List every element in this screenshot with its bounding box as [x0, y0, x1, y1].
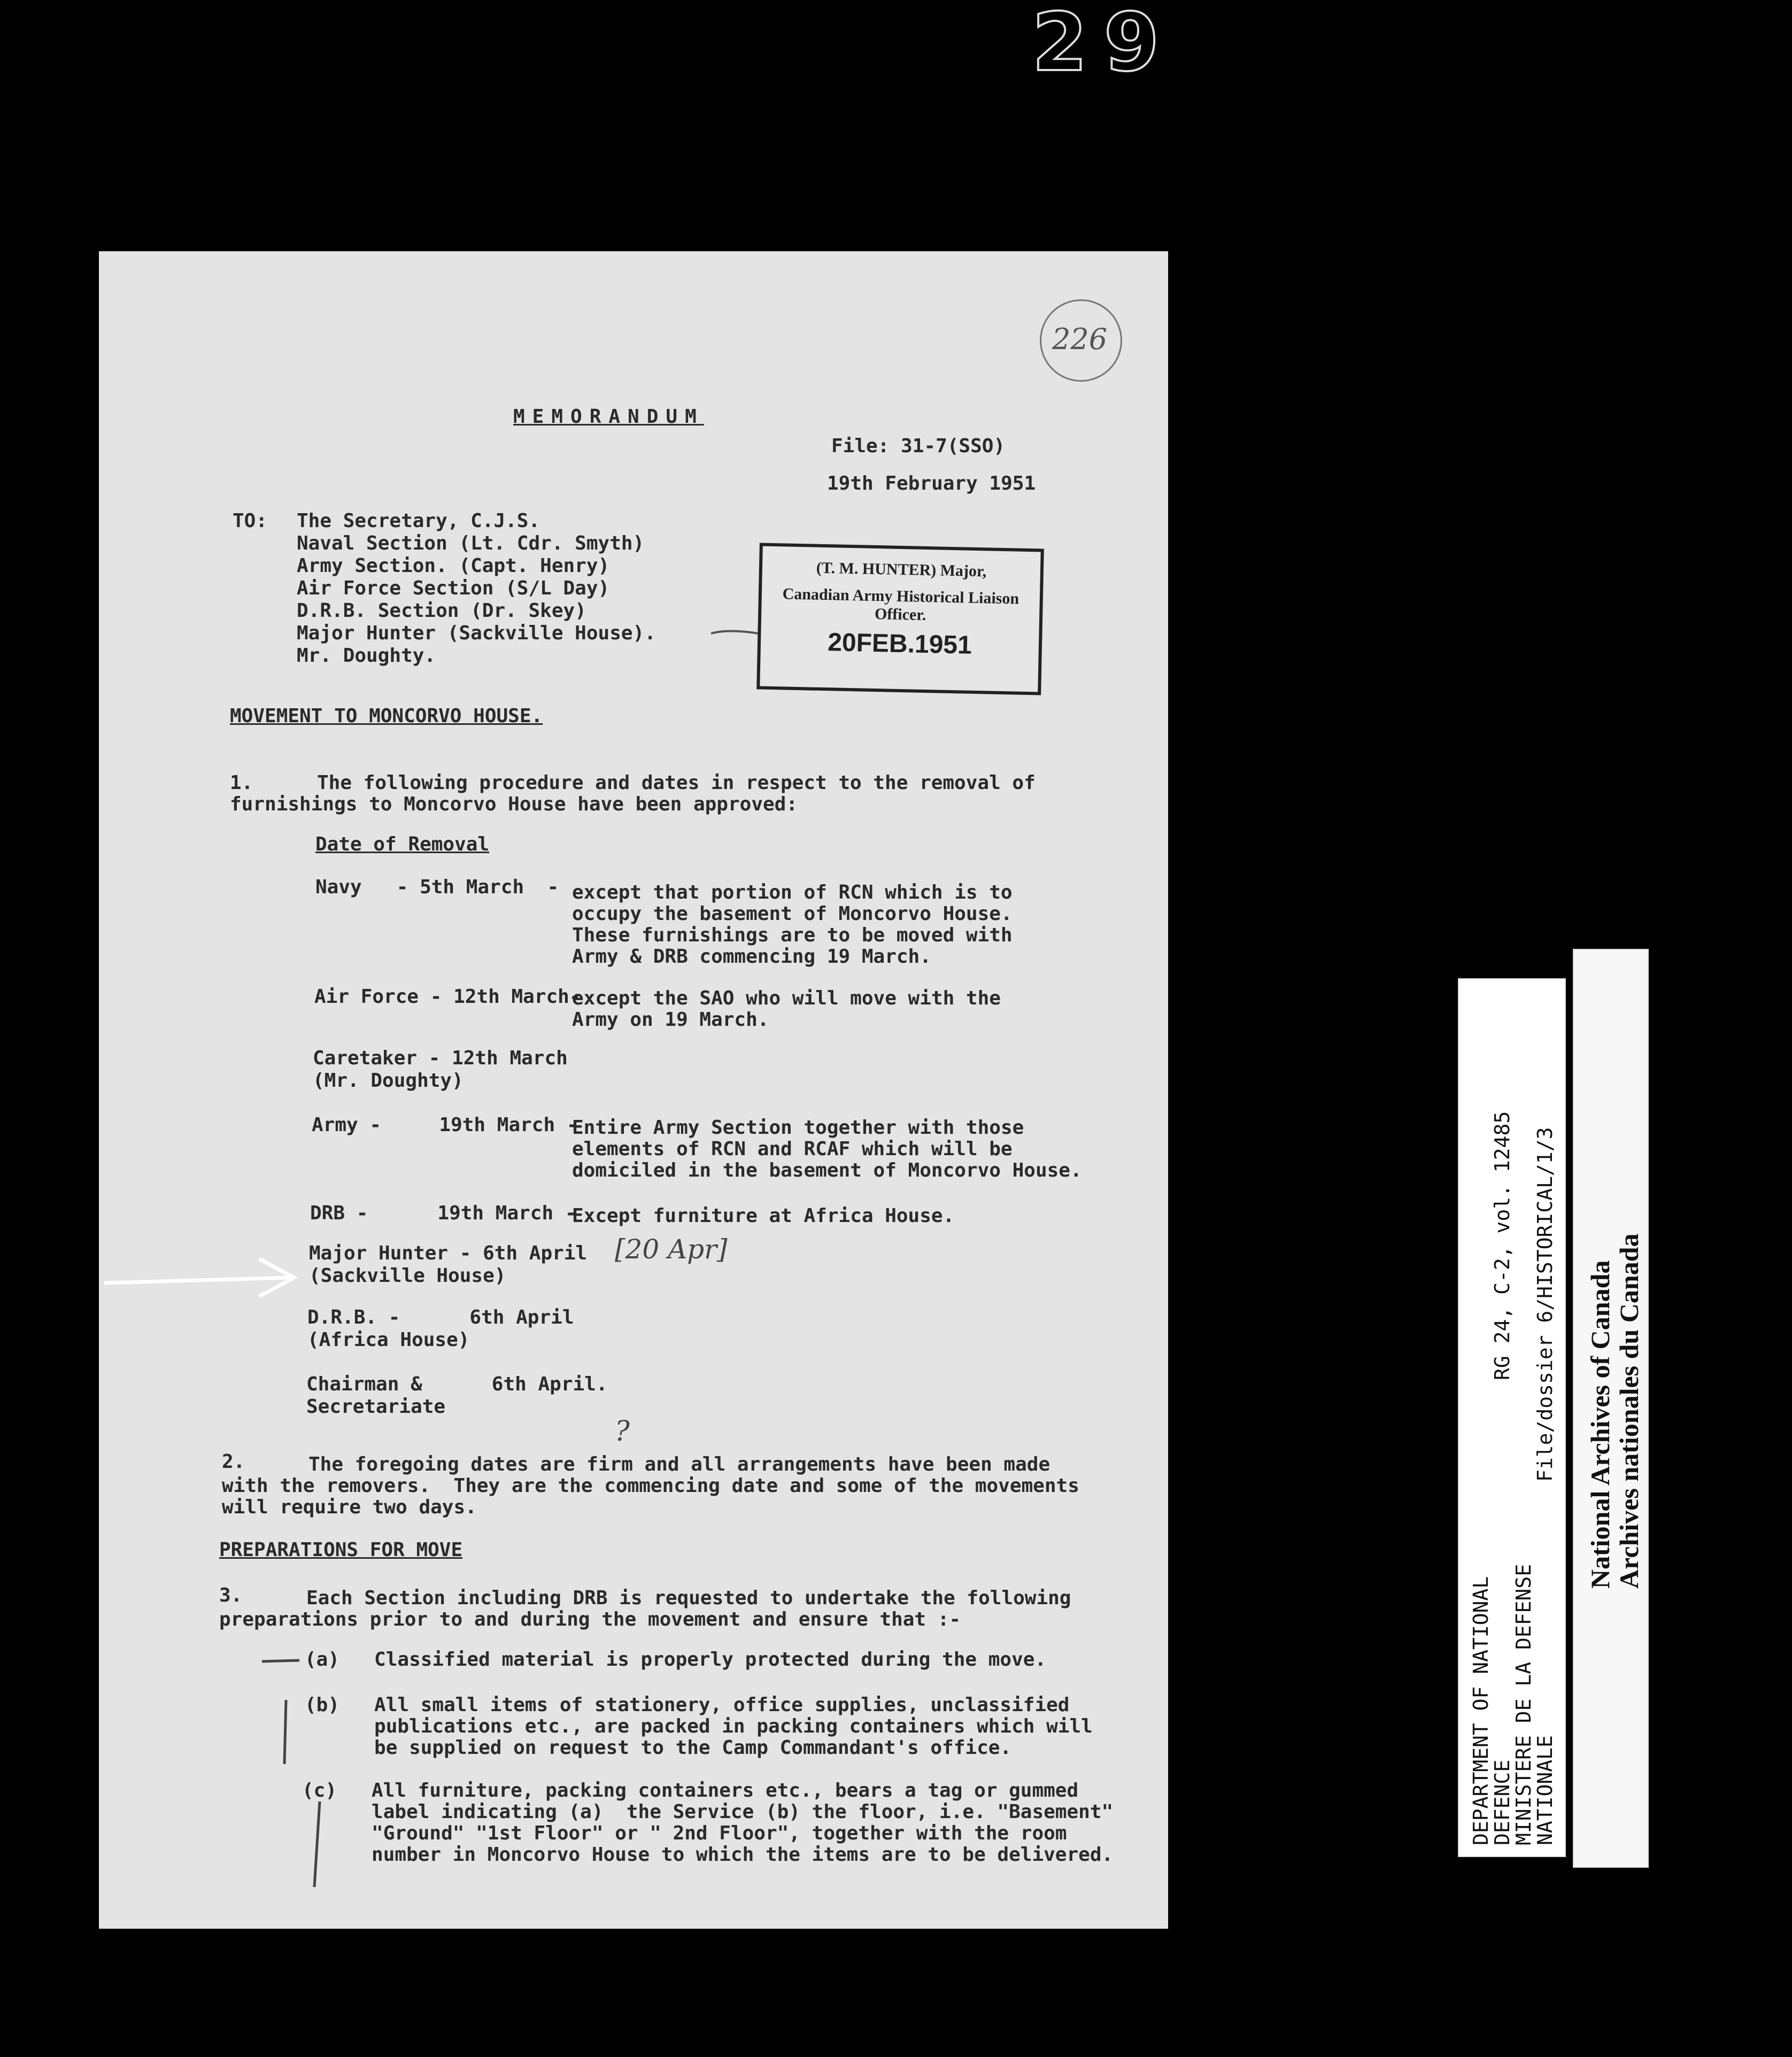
- para3-number: 3.: [219, 1584, 243, 1606]
- recipient: The Secretary, C.J.S.: [297, 510, 540, 532]
- archive-dept-line: DEFENCE: [1490, 1759, 1514, 1845]
- nac-label: [1573, 949, 1649, 1868]
- schedule-drb-note: Except furniture at Africa House.: [572, 1205, 955, 1227]
- para3-text: Each Section including DRB is requested to undertake the following: [306, 1587, 1071, 1609]
- margin-line-mark: [278, 1697, 294, 1767]
- nac-name-en: National Archives of Canada: [1585, 1260, 1615, 1589]
- para2-number: 2.: [222, 1451, 245, 1473]
- archive-reference-label: [1458, 978, 1566, 1857]
- handwritten-query-mark: ?: [615, 1416, 630, 1448]
- schedule-drb-africa: (Africa House): [307, 1329, 470, 1351]
- archive-record-group: RG 24, C-2, vol. 12485: [1490, 1111, 1514, 1380]
- archive-dept-line: DEPARTMENT OF NATIONAL: [1469, 1576, 1493, 1845]
- archive-dept-line: NATIONALE: [1533, 1735, 1557, 1845]
- schedule-navy-note: Army & DRB commencing 19 March.: [572, 946, 931, 968]
- para2-text: will require two days.: [222, 1496, 477, 1518]
- archive-dept-line: MINISTERE DE LA DEFENSE: [1512, 1564, 1535, 1845]
- recipient: Air Force Section (S/L Day): [297, 577, 610, 599]
- memo-date: 19th February 1951: [827, 473, 1036, 494]
- memo-title: MEMORANDUM: [513, 406, 704, 428]
- schedule-navy: Navy - 5th March -: [315, 876, 559, 898]
- handwritten-arrow-icon: [99, 1254, 302, 1302]
- para2-text: The foregoing dates are firm and all arrangements have been made: [308, 1453, 1051, 1475]
- received-stamp: [756, 543, 1044, 695]
- schedule-chairman: Secretariate: [306, 1396, 446, 1418]
- item-c: "Ground" "1st Floor" or " 2nd Floor", together with the room: [302, 1822, 1067, 1844]
- schedule-army: Army - 19th March -: [312, 1114, 578, 1136]
- item-b: be supplied on request to the Camp Commandant's office.: [305, 1737, 1012, 1759]
- para3-text: preparations prior to and during the movement and ensure that :-: [219, 1609, 961, 1630]
- handwritten-date-note: [20 Apr]: [615, 1234, 728, 1265]
- recipient: Naval Section (Lt. Cdr. Smyth): [297, 532, 645, 554]
- nac-name-fr: Archives nationales du Canada: [1614, 1233, 1644, 1589]
- schedule-drb: DRB - 19th March -: [310, 1202, 577, 1224]
- frame-number: 29: [1032, 0, 1176, 89]
- schedule-army-note: domiciled in the basement of Moncorvo House.: [572, 1159, 1082, 1181]
- page-number-mark: 226: [1052, 322, 1108, 356]
- para1-number: 1.: [230, 772, 253, 794]
- stamp-title: Canadian Army Historical Liaison Officer.: [782, 585, 1019, 624]
- recipient: Major Hunter (Sackville House).: [297, 622, 656, 644]
- heading-movement: MOVEMENT TO MONCORVO HOUSE.: [230, 705, 543, 727]
- to-label: TO:: [233, 510, 268, 532]
- schedule-drb-africa: D.R.B. - 6th April: [307, 1306, 574, 1328]
- memo-page: [99, 251, 1168, 1929]
- schedule-army-note: Entire Army Section together with those: [572, 1117, 1024, 1139]
- page-number-circle: [1040, 299, 1122, 382]
- item-a: (a) Classified material is properly protected during the move.: [305, 1649, 1047, 1671]
- item-b: (b) All small items of stationery, office supplies, unclassified: [305, 1694, 1070, 1716]
- para1-text: furnishings to Moncorvo House have been approved:: [230, 793, 798, 815]
- para2-text: with the removers. They are the commencing date and some of the movements: [222, 1475, 1079, 1497]
- schedule-major-hunter: Major Hunter - 6th April: [309, 1242, 588, 1264]
- schedule-navy-note: occupy the basement of Moncorvo House.: [572, 903, 1013, 925]
- stamp-date: 20FEB.1951: [827, 628, 972, 660]
- schedule-chairman: Chairman & 6th April.: [306, 1373, 608, 1395]
- item-c: number in Moncorvo House to which the items are to be delivered.: [302, 1844, 1114, 1866]
- schedule-airforce-note: Army on 19 March.: [572, 1009, 769, 1031]
- file-reference: File: 31-7(SSO): [831, 435, 1006, 457]
- schedule-army-note: elements of RCN and RCAF which will be: [572, 1138, 1013, 1160]
- schedule-navy-note: except that portion of RCN which is to: [572, 881, 1013, 903]
- schedule-navy-note: These furnishings are to be moved with: [572, 924, 1013, 946]
- para1-text: The following procedure and dates in respect to the removal of: [317, 772, 1036, 794]
- schedule-caretaker: Caretaker - 12th March: [313, 1047, 568, 1069]
- stamp-name: (T. M. HUNTER) Major,: [816, 559, 987, 581]
- recipient: D.R.B. Section (Dr. Skey): [297, 600, 586, 622]
- schedule-major-hunter: (Sackville House): [309, 1265, 506, 1287]
- schedule-caretaker: (Mr. Doughty): [313, 1070, 464, 1092]
- heading-preparations: PREPARATIONS FOR MOVE: [219, 1539, 463, 1561]
- date-of-removal-heading: Date of Removal: [315, 833, 490, 855]
- archive-file-number: File/dossier 6/HISTORICAL/1/3: [1533, 1127, 1557, 1482]
- recipient: Army Section. (Capt. Henry): [297, 555, 610, 577]
- margin-dash-mark: [259, 1656, 302, 1667]
- item-c: (c) All furniture, packing containers etc., bears a tag or gummed: [302, 1780, 1079, 1801]
- item-c: label indicating (a) the Service (b) the floor, i.e. "Basement": [302, 1801, 1114, 1823]
- schedule-airforce-note: except the SAO who will move with the: [572, 987, 1001, 1009]
- recipient: Mr. Doughty.: [297, 645, 436, 667]
- schedule-airforce: Air Force - 12th March-: [314, 986, 581, 1008]
- item-b: publications etc., are packed in packing containers which will: [305, 1715, 1093, 1737]
